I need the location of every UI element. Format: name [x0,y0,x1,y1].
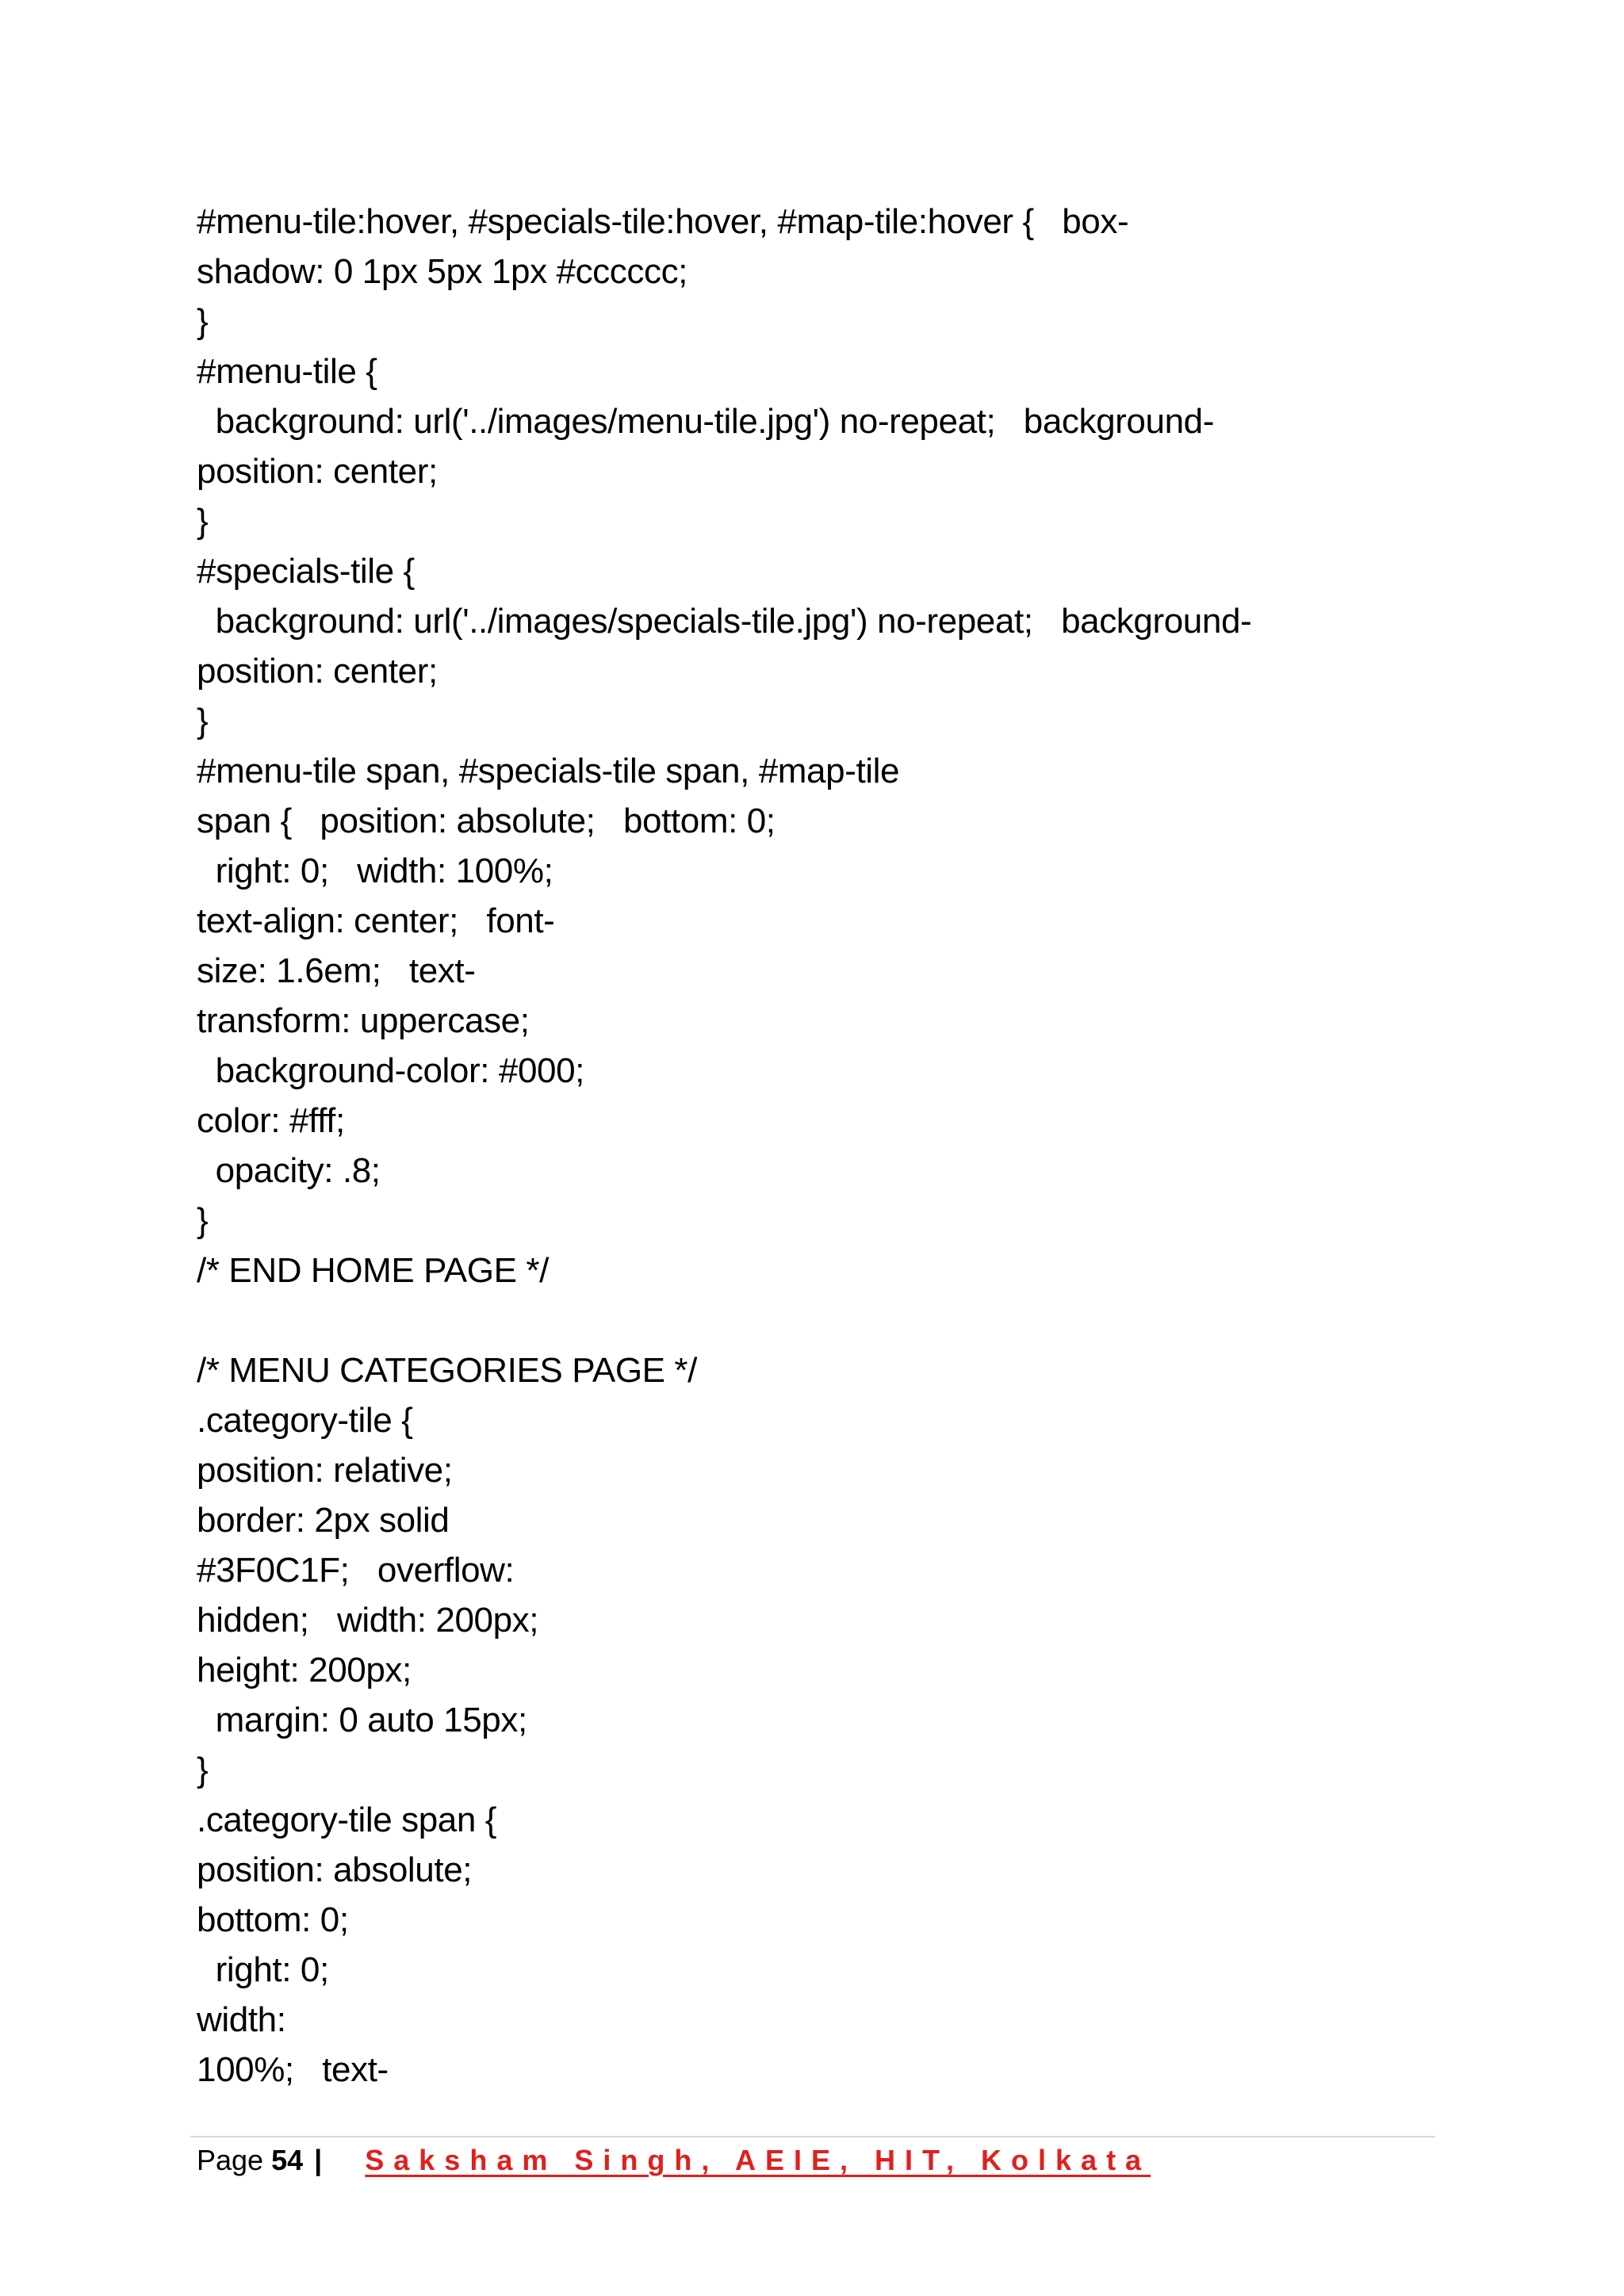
code-line [197,1295,1465,1345]
code-line: 100%; text- [197,2050,389,2089]
code-line: transform: uppercase; [197,1001,530,1040]
code-line: #menu-tile:hover, #specials-tile:hover, #map-tile:hover { box- [197,202,1129,241]
code-line: position: center; [197,452,438,491]
code-line: size: 1.6em; text- [197,951,476,990]
code-line: background: url('../images/menu-tile.jpg') no-repeat; background- [197,402,1214,441]
code-line: height: 200px; [197,1651,412,1689]
code-line: #specials-tile { [197,552,415,591]
code-line: border: 2px solid [197,1501,450,1540]
code-line: background-color: #000; [197,1051,584,1090]
code-line: } [197,502,209,541]
code-line: span { position: absolute; bottom: 0; [197,802,776,840]
footer-author: Saksham Singh, AEIE, HIT, Kolkata [365,2144,1151,2176]
code-line: } [197,1751,209,1789]
code-line: #menu-tile { [197,352,377,391]
code-line: position: relative; [197,1451,453,1490]
code-line: right: 0; [197,1950,329,1989]
code-line: #3F0C1F; overflow: [197,1551,515,1590]
code-listing [197,197,1465,2095]
code-line: hidden; width: 200px; [197,1601,539,1640]
code-line: color: #fff; [197,1101,345,1140]
code-line: position: absolute; [197,1850,473,1889]
code-line: .category-tile span { [197,1800,497,1839]
code-line: opacity: .8; [197,1151,381,1190]
code-line: bottom: 0; [197,1900,349,1939]
footer-page-number: 54 [271,2144,304,2176]
footer-separator: | [314,2144,323,2176]
code-line: } [197,1201,209,1240]
code-line: text-align: center; font- [197,901,555,940]
footer-page-label: Page [197,2144,264,2176]
code-line: margin: 0 auto 15px; [197,1701,527,1739]
footer-divider [190,2136,1435,2137]
code-line: .category-tile { [197,1401,413,1440]
code-line: } [197,702,209,740]
code-line: #menu-tile span, #specials-tile span, #map-tile [197,752,900,790]
code-line: background: url('../images/specials-tile.jpg') no-repeat; background- [197,602,1252,641]
code-line: position: center; [197,652,438,691]
code-line: } [197,302,209,341]
code-line: /* END HOME PAGE */ [197,1251,549,1290]
code-line: /* MENU CATEGORIES PAGE */ [197,1351,697,1390]
code-line: right: 0; width: 100%; [197,851,553,890]
code-line: shadow: 0 1px 5px 1px #cccccc; [197,252,688,291]
code-line: width: [197,2000,286,2039]
page-footer [197,2141,1151,2180]
